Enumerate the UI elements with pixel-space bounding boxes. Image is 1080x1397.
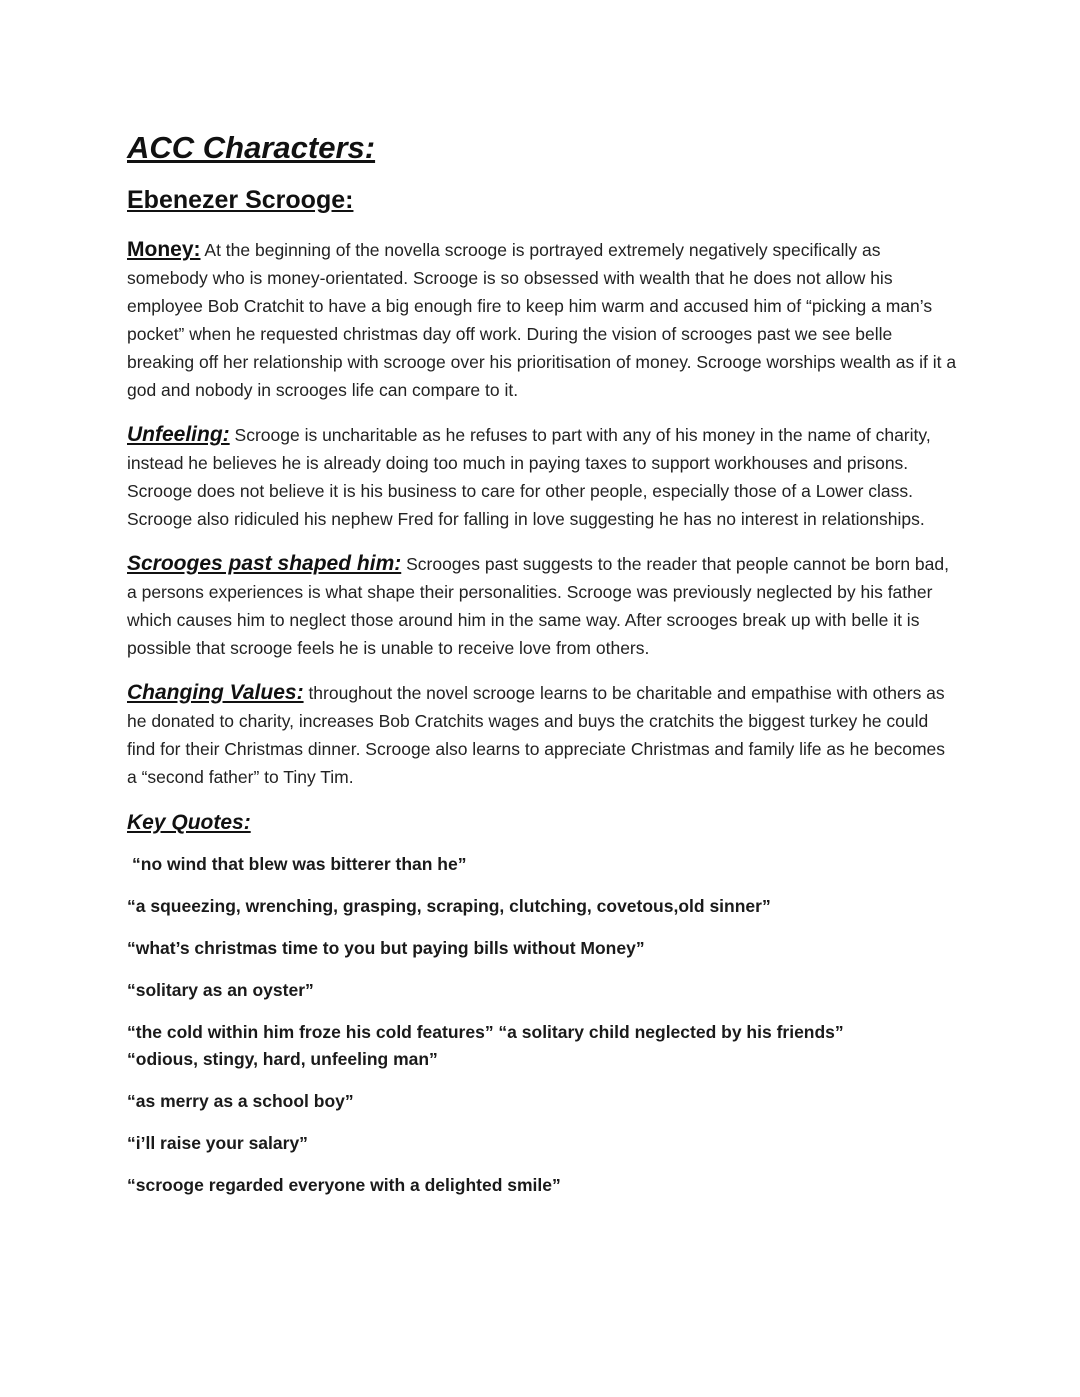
section-scrooges-past bbox=[127, 550, 957, 662]
section-text: Scrooge is uncharitable as he refuses to part with any of his money in the name of charity, instead he believes he is already doing too much in paying taxes to support workhouses and prisons. Scrooge does not believe it is his business to care for other people, especially those of a Lower class. Scrooge also ridiculed his nephew Fred for falling in love suggesting he has no interest in relationships. bbox=[127, 425, 931, 529]
character-heading: Ebenezer Scrooge: bbox=[127, 186, 354, 214]
quote-item: “i’ll raise your salary” bbox=[127, 1133, 308, 1153]
section-changing-values bbox=[127, 679, 957, 791]
section-label: Money: bbox=[127, 238, 201, 261]
quote-item: “scrooge regarded everyone with a delighted smile” bbox=[127, 1175, 561, 1195]
quote-item: “no wind that blew was bitterer than he” bbox=[132, 854, 467, 874]
quote-item: “odious, stingy, hard, unfeeling man” bbox=[127, 1049, 438, 1069]
quote-item: “what’s christmas time to you but paying bills without Money” bbox=[127, 938, 645, 958]
quote-item: “a squeezing, wrenching, grasping, scraping, clutching, covetous,old sinner” bbox=[127, 896, 771, 916]
quote-item: “the cold within him froze his cold features” “a solitary child neglected by his friends” bbox=[127, 1022, 844, 1042]
quote-item: “as merry as a school boy” bbox=[127, 1091, 354, 1111]
section-label: Scrooges past shaped him: bbox=[127, 552, 402, 575]
key-quotes-heading: Key Quotes: bbox=[127, 811, 251, 834]
section-unfeeling bbox=[127, 421, 957, 533]
section-label: Changing Values: bbox=[127, 681, 304, 704]
section-text: throughout the novel scrooge learns to be charitable and empathise with others as he donated to charity, increases Bob Cratchits wages and buys the cratchits the biggest turkey he could find for their Christmas dinner. Scrooge also learns to appreciate Christmas and family life as he becomes a “second father” to Tiny Tim. bbox=[127, 683, 946, 787]
quote-item: “solitary as an oyster” bbox=[127, 980, 314, 1000]
section-label: Unfeeling: bbox=[127, 423, 230, 446]
document-title: ACC Characters: bbox=[127, 130, 376, 165]
section-text: At the beginning of the novella scrooge is portrayed extremely negatively specifically as somebody who is money-orientated. Scrooge is so obsessed with wealth that he does not allow his employee Bob Cratchit to have a big enough fire to keep him warm and accused him of “picking a man’s pocket” when he requested christmas day off work. During the vision of scrooges past we see belle breaking off her relationship with scrooge over his prioritisation of money. Scrooge worships wealth as if it a god and nobody in scrooges life can compare to it. bbox=[127, 240, 957, 400]
document-content bbox=[127, 128, 957, 1199]
section-text: Scrooges past suggests to the reader that people cannot be born bad, a persons experiences is what shape their personalities. Scrooge was previously neglected by his father which causes him to neglect those around him in the same way. After scrooges break up with belle it is possible that scrooge feels he is unable to receive love from others. bbox=[127, 554, 949, 658]
section-money bbox=[127, 236, 957, 404]
